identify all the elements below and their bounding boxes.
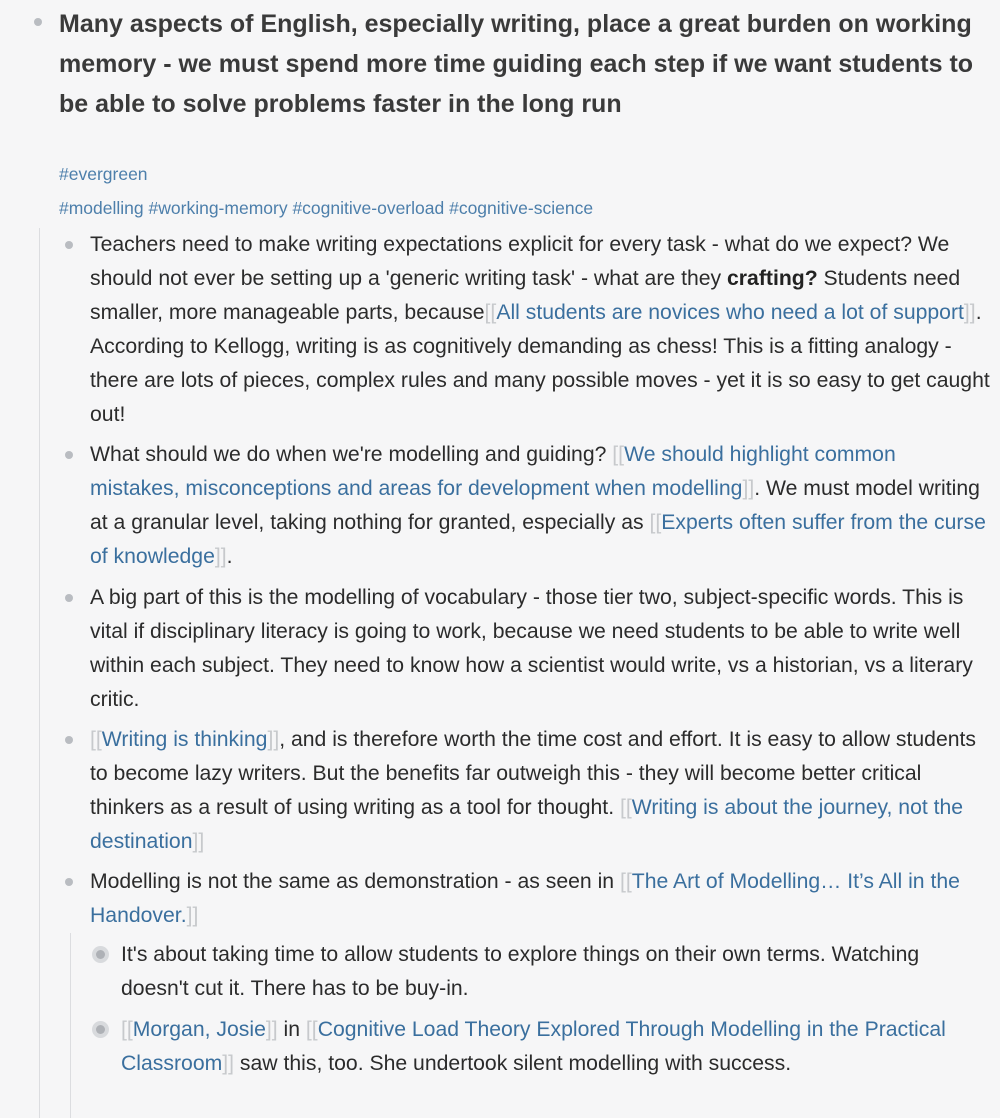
block-text: . (226, 545, 233, 568)
page-link-all-students-novices[interactable]: All students are novices who need a lot of support (496, 301, 964, 324)
children-guide-line (39, 228, 40, 1118)
block-text: Teachers need to make writing expectations explicit for every task - what do we expect? We should not ever be setting up a 'generic writing task' - what are they (90, 233, 950, 290)
link-bracket-close: ]] (186, 904, 199, 927)
block-bullet[interactable] (65, 594, 73, 602)
block-bullet[interactable] (65, 878, 73, 886)
bold-text: crafting? (727, 267, 818, 290)
block-morgan-josie[interactable] (121, 1013, 991, 1081)
collapsed-block-bullet[interactable] (96, 950, 105, 959)
tag-working-memory[interactable]: #working-memory (148, 198, 288, 218)
page-link-art-of-modelling[interactable]: The Art of Modelling… It’s All in the Handover. (90, 870, 960, 927)
link-bracket-open: [[ (649, 511, 662, 534)
tag-cognitive-overload[interactable]: #cognitive-overload (292, 198, 445, 218)
link-bracket-open: [[ (121, 1018, 133, 1041)
link-bracket-close: ]] (963, 301, 976, 324)
block-text: Modelling is not the same as demonstration - as seen in (90, 870, 620, 893)
block-modelling-demonstration[interactable] (90, 865, 990, 933)
block-text: What should we do when we're modelling and guiding? (90, 443, 613, 466)
block-text: in (277, 1018, 306, 1041)
link-bracket-open: [[ (612, 443, 625, 466)
link-bracket-close: ]] (742, 477, 755, 500)
link-bracket-open: [[ (305, 1018, 318, 1041)
link-bracket-close: ]] (214, 545, 227, 568)
root-bullet[interactable] (34, 18, 42, 26)
link-bracket-close: ]] (222, 1052, 235, 1075)
tag-modelling[interactable]: #modelling (59, 198, 144, 218)
block-bullet[interactable] (65, 451, 73, 459)
block-teachers-expectations[interactable] (90, 228, 990, 432)
block-text: , and is therefore worth the time cost and effort. It is easy to allow students to become lazy writers. But the benefits far outweigh this - they will become better critical thinkers as a result of using writing as a tool for thought. (90, 728, 977, 819)
page-link-writing-is-thinking[interactable]: Writing is thinking (101, 728, 268, 751)
block-explore-own-terms[interactable]: It's about taking time to allow students to explore things on their own terms. Watching doesn't cut it. There has to be buy-in. (121, 943, 920, 1000)
link-bracket-open: [[ (90, 728, 102, 751)
page-link-highlight-common-mistakes[interactable]: We should highlight common mistakes, misconceptions and areas for development when modelling (90, 443, 896, 500)
link-bracket-close: ]] (265, 1018, 278, 1041)
block-text: . We must model writing at a granular level, taking nothing for granted, especially as (90, 477, 980, 534)
tag-evergreen[interactable]: #evergreen (59, 164, 148, 184)
tag-cognitive-science[interactable]: #cognitive-science (449, 198, 594, 218)
block-writing-is-thinking[interactable] (90, 723, 990, 859)
block-bullet[interactable] (65, 241, 73, 249)
link-bracket-close: ]] (192, 830, 205, 853)
page-link-writing-journey[interactable]: Writing is about the journey, not the destination (90, 796, 964, 853)
block-text: saw this, too. She undertook silent modelling with success. (234, 1052, 792, 1075)
page-title[interactable]: Many aspects of English, especially writing, place a great burden on working memory - we must spend more time guiding each step if we want students to be able to solve problems faster in the long run (59, 10, 974, 118)
nested-guide-line (70, 933, 71, 1118)
link-bracket-open: [[ (619, 796, 632, 819)
block-modelling-guiding[interactable] (90, 438, 990, 574)
collapsed-block-bullet[interactable] (96, 1025, 105, 1034)
page-link-morgan-josie[interactable]: Morgan, Josie (132, 1018, 266, 1041)
link-bracket-open: [[ (619, 870, 632, 893)
block-text: . According to Kellogg, writing is as cognitively demanding as chess! This is a fitting analogy - there are lots of pieces, complex rules and many possible moves - yet it is so easy to get caught out! (90, 301, 990, 426)
page-link-cognitive-load-theory-modelling[interactable]: Cognitive Load Theory Explored Through Modelling in the Practical Classroom (121, 1018, 946, 1075)
tag-line-1 (59, 160, 148, 188)
tag-line-2 (59, 194, 593, 222)
block-vocabulary[interactable]: A big part of this is the modelling of vocabulary - those tier two, subject-specific words. This is vital if disciplinary literacy is going to work, because we need students to be able to write well within each subject. They need to know how a scientist would write, vs a historian, vs a literary critic. (90, 586, 973, 711)
block-bullet[interactable] (65, 736, 73, 744)
link-bracket-open: [[ (484, 301, 497, 324)
link-bracket-close: ]] (267, 728, 280, 751)
block-text: Students need smaller, more manageable parts, because (90, 267, 961, 324)
page-link-curse-of-knowledge[interactable]: Experts often suffer from the curse of knowledge (90, 511, 986, 568)
